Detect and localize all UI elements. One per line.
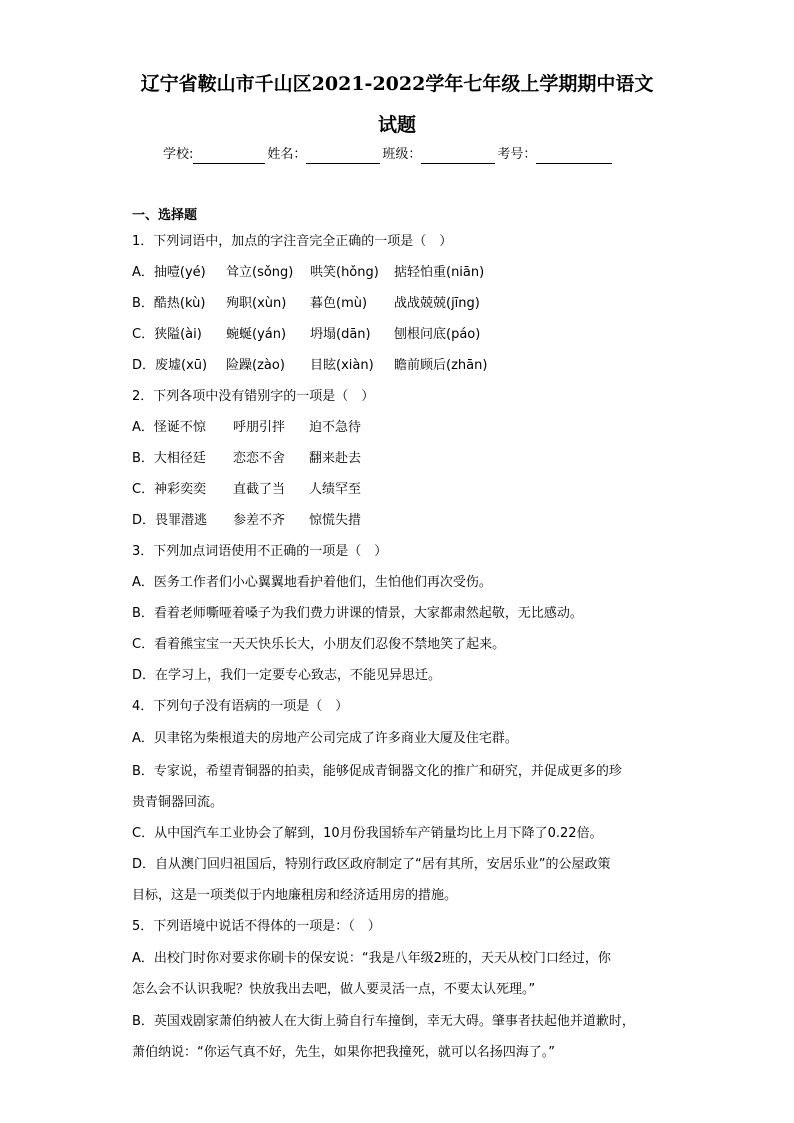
question-2-option-c — [132, 480, 672, 500]
option-word: 掂轻怕重(niān) — [394, 265, 485, 280]
question-4-option-d-line1: D．自从澳门回归祖国后，特别行政区政府制定了“居有其所，安居乐业”的公屋政策 — [132, 857, 611, 872]
question-5-option-a-line2: 怎么会不认识我呢？快放我出去吧，做人要灵活一点，不要太认死理。” — [132, 982, 536, 997]
section-heading: 一、选择题 — [132, 208, 198, 223]
question-5-option-b-line1: B．英国戏剧家萧伯纳被人在大街上骑自行车撞倒，幸无大碍。肇事者扶起他并道歉时， — [132, 1014, 635, 1029]
option-word: 恋恋不舍 — [233, 451, 286, 466]
option-word: C．狭隘(ài) — [132, 327, 202, 342]
option-word: 坍塌(dān) — [310, 327, 371, 342]
question-3-option-a: A．医务工作者们小心翼翼地看护着他们，生怕他们再次受伤。 — [132, 575, 492, 590]
name-field[interactable] — [306, 149, 380, 164]
question-5-stem: 5．下列语境中说话不得体的一项是：（ ） — [132, 919, 381, 934]
option-word: 人绩罕至 — [309, 482, 362, 497]
option-word: 哄笑(hǒng) — [310, 265, 379, 280]
option-word: 惊慌失措 — [309, 513, 362, 528]
school-label: 学校: — [163, 147, 194, 162]
question-1-stem: 1．下列词语中，加点的字注音完全正确的一项是（ ） — [132, 234, 453, 249]
question-2-option-d — [132, 511, 672, 531]
question-3-option-d: D．在学习上，我们一定要专心致志，不能见异思迁。 — [132, 668, 442, 683]
option-word: D．废墟(xū) — [132, 358, 208, 373]
option-word: C．神彩奕奕 — [132, 482, 207, 497]
question-1-option-a — [132, 263, 672, 283]
question-4-option-b-line1: B．专家说，希望青铜器的拍卖，能够促成青铜器文化的推广和研究，并促成更多的珍 — [132, 764, 622, 779]
option-word: 耸立(sǒng) — [226, 265, 294, 280]
school-field[interactable] — [193, 149, 265, 164]
option-word: A．怪诞不惊 — [132, 420, 206, 435]
question-2-option-a — [132, 418, 672, 438]
option-word: B．大相径廷 — [132, 451, 206, 466]
option-word: 呼朋引拌 — [233, 420, 286, 435]
question-1-option-c — [132, 325, 672, 345]
page-title-line1: 辽宁省鞍山市千山区2021-2022学年七年级上学期期中语文 — [140, 73, 654, 95]
option-word: A．抽噎(yé) — [132, 265, 206, 280]
class-label: 班级： — [382, 147, 422, 162]
question-4-option-a: A．贝聿铭为柴根道夫的房地产公司完成了许多商业大厦及住宅群。 — [132, 731, 518, 746]
option-word: 战战兢兢(jīng) — [394, 296, 480, 311]
option-word: 目眩(xiàn) — [310, 358, 374, 373]
option-word: B．酷热(kù) — [132, 296, 206, 311]
number-label: 考号： — [497, 147, 537, 162]
option-word: 险躁(zào) — [226, 358, 285, 373]
option-word: 刨根问底(páo) — [394, 327, 481, 342]
question-4-option-c: C．从中国汽车工业协会了解到，10月份我国轿车产销量均比上月下降了0.22倍。 — [132, 826, 603, 841]
question-1-option-d — [132, 356, 672, 376]
number-field[interactable] — [536, 149, 612, 164]
option-word: D．畏罪潜逃 — [132, 513, 208, 528]
question-2-option-b — [132, 449, 672, 469]
question-4-stem: 4．下列句子没有语病的一项是（ ） — [132, 699, 349, 714]
option-word: 迫不急待 — [309, 420, 362, 435]
student-info-row — [163, 146, 663, 164]
option-word: 瞻前顾后(zhān) — [394, 358, 488, 373]
option-word: 蜿蜒(yán) — [226, 327, 287, 342]
question-3-stem: 3．下列加点词语使用不正确的一项是（ ） — [132, 544, 388, 559]
question-1-option-b — [132, 294, 672, 314]
class-field[interactable] — [421, 149, 495, 164]
option-word: 直截了当 — [233, 482, 286, 497]
option-word: 翻来赴去 — [309, 451, 362, 466]
option-word: 参差不齐 — [233, 513, 286, 528]
question-5-option-a-line1: A．出校门时你对要求你刷卡的保安说：“我是八年级2班的，天天从校门口经过，你 — [132, 951, 611, 966]
question-4-option-b-line2: 贵青铜器回流。 — [132, 795, 224, 810]
page-title-line2: 试题 — [377, 114, 416, 136]
option-word: 暮色(mù) — [310, 296, 368, 311]
question-3-option-c: C．看着熊宝宝一天天快乐长大，小朋友们忍俊不禁地笑了起来。 — [132, 637, 506, 652]
question-4-option-d-line2: 目标，这是一项类似于内地廉租房和经济适用房的措施。 — [132, 888, 458, 903]
option-word: 殉职(xùn) — [226, 296, 287, 311]
question-2-stem: 2．下列各项中没有错别字的一项是（ ） — [132, 389, 375, 404]
question-3-option-b: B．看着老师嘶哑着嗓子为我们费力讲课的情景，大家都肃然起敬，无比感动。 — [132, 606, 583, 621]
question-5-option-b-line2: 萧伯纳说：“你运气真不好，先生，如果你把我撞死，就可以名扬四海了。” — [132, 1045, 555, 1060]
name-label: 姓名： — [267, 147, 307, 162]
